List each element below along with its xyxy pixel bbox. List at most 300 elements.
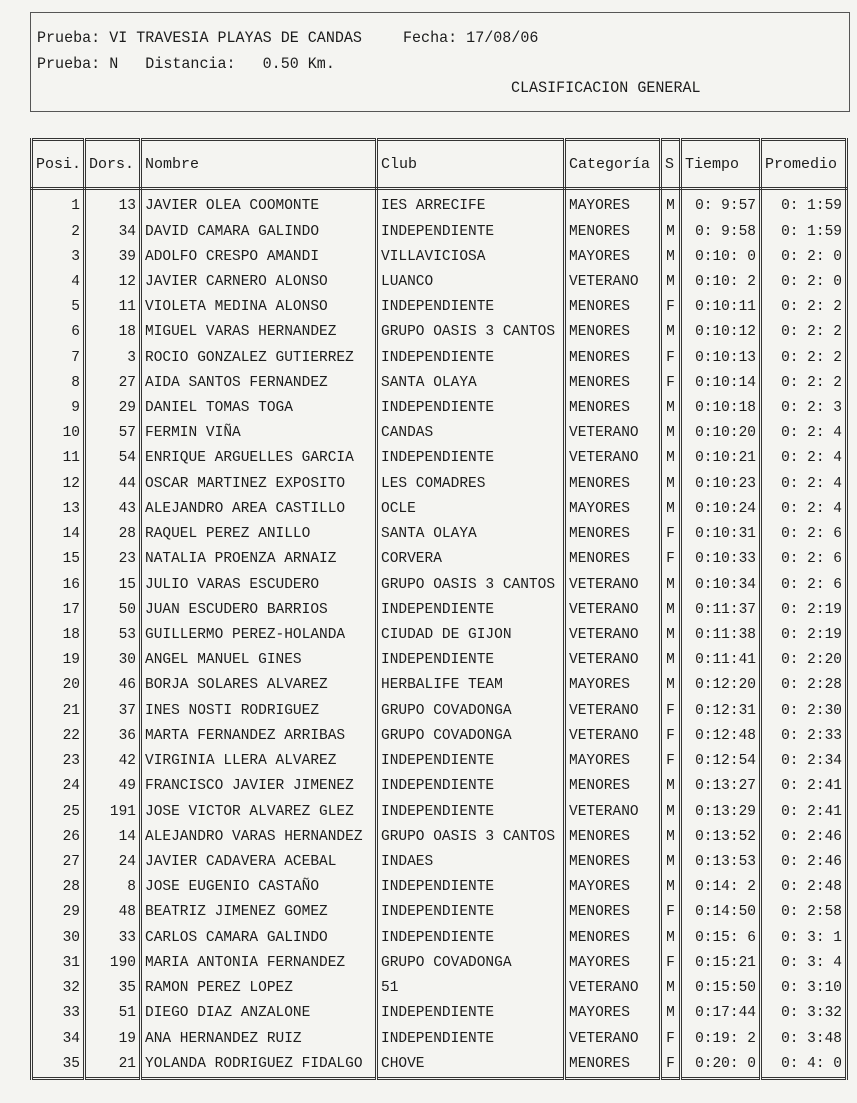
cell-posi: 5 — [32, 295, 85, 320]
cell-promedio: 0: 2: 2 — [761, 345, 847, 370]
cell-sexo: M — [661, 673, 681, 698]
cell-club: INDEPENDIENTE — [377, 295, 565, 320]
cell-promedio: 0: 3: 4 — [761, 951, 847, 976]
cell-posi: 17 — [32, 598, 85, 623]
cell-sexo: M — [661, 497, 681, 522]
cell-sexo: F — [661, 522, 681, 547]
cell-promedio: 0: 2: 4 — [761, 421, 847, 446]
cell-nombre: OSCAR MARTINEZ EXPOSITO — [141, 472, 377, 497]
cell-club: INDEPENDIENTE — [377, 1026, 565, 1051]
cell-sexo: M — [661, 623, 681, 648]
cell-sexo: F — [661, 749, 681, 774]
cell-promedio: 0: 2: 3 — [761, 396, 847, 421]
cell-club: INDEPENDIENTE — [377, 345, 565, 370]
cell-sexo: M — [661, 598, 681, 623]
cell-categoria: VETERANO — [565, 976, 661, 1001]
table-row — [32, 345, 847, 370]
cell-posi: 26 — [32, 825, 85, 850]
cell-categoria: MENORES — [565, 522, 661, 547]
cell-promedio: 0: 2:28 — [761, 673, 847, 698]
table-row — [32, 774, 847, 799]
table-row — [32, 421, 847, 446]
cell-categoria: MENORES — [565, 900, 661, 925]
cell-sexo: M — [661, 320, 681, 345]
cell-nombre: VIRGINIA LLERA ALVAREZ — [141, 749, 377, 774]
cell-sexo: M — [661, 396, 681, 421]
cell-dors: 190 — [85, 951, 141, 976]
cell-dors: 24 — [85, 850, 141, 875]
cell-dors: 27 — [85, 371, 141, 396]
table-row — [32, 245, 847, 270]
cell-categoria: MENORES — [565, 320, 661, 345]
cell-club: GRUPO OASIS 3 CANTOS — [377, 320, 565, 345]
cell-sexo: F — [661, 1052, 681, 1079]
cell-dors: 42 — [85, 749, 141, 774]
cell-posi: 9 — [32, 396, 85, 421]
cell-posi: 6 — [32, 320, 85, 345]
cell-club: CORVERA — [377, 547, 565, 572]
cell-categoria: MENORES — [565, 396, 661, 421]
table-row — [32, 825, 847, 850]
cell-nombre: JOSE EUGENIO CASTAÑO — [141, 875, 377, 900]
table-row — [32, 472, 847, 497]
cell-nombre: ANGEL MANUEL GINES — [141, 648, 377, 673]
cell-club: LUANCO — [377, 270, 565, 295]
cell-promedio: 0: 1:59 — [761, 219, 847, 244]
cell-club: INDEPENDIENTE — [377, 1001, 565, 1026]
col-categoria: Categoría — [565, 140, 661, 189]
table-row — [32, 799, 847, 824]
cell-posi: 12 — [32, 472, 85, 497]
cell-club: SANTA OLAYA — [377, 522, 565, 547]
cell-dors: 14 — [85, 825, 141, 850]
cell-nombre: FRANCISCO JAVIER JIMENEZ — [141, 774, 377, 799]
cell-categoria: MAYORES — [565, 673, 661, 698]
cell-posi: 2 — [32, 219, 85, 244]
cell-tiempo: 0: 9:58 — [681, 219, 761, 244]
cell-categoria: MAYORES — [565, 749, 661, 774]
cell-club: 51 — [377, 976, 565, 1001]
cell-tiempo: 0:10:12 — [681, 320, 761, 345]
cell-categoria: MAYORES — [565, 189, 661, 220]
cell-club: INDEPENDIENTE — [377, 396, 565, 421]
cell-dors: 51 — [85, 1001, 141, 1026]
cell-nombre: VIOLETA MEDINA ALONSO — [141, 295, 377, 320]
cell-nombre: INES NOSTI RODRIGUEZ — [141, 698, 377, 723]
cell-dors: 29 — [85, 396, 141, 421]
cell-nombre: RAMON PEREZ LOPEZ — [141, 976, 377, 1001]
cell-nombre: NATALIA PROENZA ARNAIZ — [141, 547, 377, 572]
cell-tiempo: 0:12:20 — [681, 673, 761, 698]
cell-sexo: M — [661, 774, 681, 799]
table-row — [32, 1001, 847, 1026]
cell-nombre: JAVIER OLEA COOMONTE — [141, 189, 377, 220]
cell-promedio: 0: 2:19 — [761, 623, 847, 648]
cell-posi: 24 — [32, 774, 85, 799]
col-sexo: S — [661, 140, 681, 189]
header-row — [32, 140, 847, 189]
cell-promedio: 0: 2: 0 — [761, 245, 847, 270]
cell-tiempo: 0:14: 2 — [681, 875, 761, 900]
cell-tiempo: 0:10:20 — [681, 421, 761, 446]
cell-tiempo: 0:10:34 — [681, 572, 761, 597]
table-row — [32, 976, 847, 1001]
cell-tiempo: 0:15:21 — [681, 951, 761, 976]
cell-promedio: 0: 3:48 — [761, 1026, 847, 1051]
cell-dors: 33 — [85, 925, 141, 950]
cell-sexo: F — [661, 900, 681, 925]
cell-nombre: JAVIER CARNERO ALONSO — [141, 270, 377, 295]
cell-dors: 3 — [85, 345, 141, 370]
cell-nombre: DIEGO DIAZ ANZALONE — [141, 1001, 377, 1026]
event-date: Fecha: 17/08/06 — [403, 29, 539, 47]
classification-title: CLASIFICACION GENERAL — [511, 79, 701, 97]
cell-tiempo: 0:10:18 — [681, 396, 761, 421]
cell-tiempo: 0:15:50 — [681, 976, 761, 1001]
cell-posi: 7 — [32, 345, 85, 370]
cell-promedio: 0: 2:34 — [761, 749, 847, 774]
table-row — [32, 951, 847, 976]
cell-categoria: MAYORES — [565, 1001, 661, 1026]
cell-tiempo: 0:10:13 — [681, 345, 761, 370]
cell-club: INDEPENDIENTE — [377, 875, 565, 900]
cell-promedio: 0: 2: 6 — [761, 547, 847, 572]
cell-nombre: JAVIER CADAVERA ACEBAL — [141, 850, 377, 875]
cell-dors: 28 — [85, 522, 141, 547]
cell-sexo: M — [661, 648, 681, 673]
cell-sexo: M — [661, 875, 681, 900]
cell-nombre: BORJA SOLARES ALVAREZ — [141, 673, 377, 698]
cell-dors: 15 — [85, 572, 141, 597]
table-row — [32, 371, 847, 396]
cell-promedio: 0: 2:33 — [761, 724, 847, 749]
cell-tiempo: 0:10:24 — [681, 497, 761, 522]
event-title: Prueba: VI TRAVESIA PLAYAS DE CANDAS — [37, 29, 362, 47]
cell-promedio: 0: 2:41 — [761, 774, 847, 799]
cell-club: INDEPENDIENTE — [377, 799, 565, 824]
cell-categoria: VETERANO — [565, 648, 661, 673]
table-row — [32, 698, 847, 723]
cell-promedio: 0: 4: 0 — [761, 1052, 847, 1079]
cell-nombre: ALEJANDRO VARAS HERNANDEZ — [141, 825, 377, 850]
cell-nombre: ALEJANDRO AREA CASTILLO — [141, 497, 377, 522]
cell-tiempo: 0:19: 2 — [681, 1026, 761, 1051]
cell-promedio: 0: 2: 4 — [761, 497, 847, 522]
cell-tiempo: 0:12:48 — [681, 724, 761, 749]
cell-promedio: 0: 2: 0 — [761, 270, 847, 295]
table-row — [32, 320, 847, 345]
cell-sexo: M — [661, 189, 681, 220]
cell-promedio: 0: 2: 4 — [761, 446, 847, 471]
cell-club: GRUPO COVADONGA — [377, 951, 565, 976]
cell-club: INDEPENDIENTE — [377, 446, 565, 471]
cell-categoria: MAYORES — [565, 875, 661, 900]
cell-posi: 20 — [32, 673, 85, 698]
cell-promedio: 0: 2:46 — [761, 825, 847, 850]
cell-tiempo: 0:17:44 — [681, 1001, 761, 1026]
cell-categoria: VETERANO — [565, 799, 661, 824]
cell-tiempo: 0:10:21 — [681, 446, 761, 471]
cell-club: IES ARRECIFE — [377, 189, 565, 220]
cell-posi: 30 — [32, 925, 85, 950]
cell-dors: 54 — [85, 446, 141, 471]
table-row — [32, 749, 847, 774]
cell-dors: 53 — [85, 623, 141, 648]
cell-promedio: 0: 2: 4 — [761, 472, 847, 497]
cell-tiempo: 0:12:54 — [681, 749, 761, 774]
cell-sexo: F — [661, 1026, 681, 1051]
cell-dors: 35 — [85, 976, 141, 1001]
cell-tiempo: 0:13:53 — [681, 850, 761, 875]
cell-posi: 21 — [32, 698, 85, 723]
table-row — [32, 446, 847, 471]
cell-club: INDEPENDIENTE — [377, 774, 565, 799]
cell-dors: 46 — [85, 673, 141, 698]
cell-promedio: 0: 2:46 — [761, 850, 847, 875]
cell-posi: 13 — [32, 497, 85, 522]
cell-promedio: 0: 2: 6 — [761, 572, 847, 597]
cell-dors: 48 — [85, 900, 141, 925]
cell-tiempo: 0:10:23 — [681, 472, 761, 497]
cell-posi: 10 — [32, 421, 85, 446]
cell-dors: 8 — [85, 875, 141, 900]
table-row — [32, 673, 847, 698]
cell-tiempo: 0:10: 0 — [681, 245, 761, 270]
cell-promedio: 0: 2:30 — [761, 698, 847, 723]
cell-categoria: MENORES — [565, 219, 661, 244]
cell-tiempo: 0: 9:57 — [681, 189, 761, 220]
table-row — [32, 598, 847, 623]
table-row — [32, 189, 847, 220]
cell-sexo: M — [661, 219, 681, 244]
cell-club: INDEPENDIENTE — [377, 900, 565, 925]
cell-club: INDEPENDIENTE — [377, 925, 565, 950]
cell-sexo: F — [661, 547, 681, 572]
cell-categoria: MAYORES — [565, 951, 661, 976]
cell-categoria: MENORES — [565, 295, 661, 320]
cell-posi: 35 — [32, 1052, 85, 1079]
cell-sexo: M — [661, 270, 681, 295]
cell-sexo: F — [661, 345, 681, 370]
cell-posi: 1 — [32, 189, 85, 220]
cell-posi: 11 — [32, 446, 85, 471]
col-tiempo: Tiempo — [681, 140, 761, 189]
cell-nombre: JUAN ESCUDERO BARRIOS — [141, 598, 377, 623]
cell-dors: 39 — [85, 245, 141, 270]
cell-nombre: ROCIO GONZALEZ GUTIERREZ — [141, 345, 377, 370]
cell-categoria: MENORES — [565, 774, 661, 799]
cell-dors: 34 — [85, 219, 141, 244]
cell-tiempo: 0:13:27 — [681, 774, 761, 799]
cell-tiempo: 0:11:41 — [681, 648, 761, 673]
cell-tiempo: 0:13:52 — [681, 825, 761, 850]
cell-sexo: M — [661, 976, 681, 1001]
cell-club: VILLAVICIOSA — [377, 245, 565, 270]
cell-categoria: MENORES — [565, 925, 661, 950]
cell-promedio: 0: 2:58 — [761, 900, 847, 925]
table-row — [32, 1026, 847, 1051]
cell-nombre: ANA HERNANDEZ RUIZ — [141, 1026, 377, 1051]
cell-club: GRUPO OASIS 3 CANTOS — [377, 572, 565, 597]
cell-dors: 18 — [85, 320, 141, 345]
cell-posi: 31 — [32, 951, 85, 976]
cell-sexo: M — [661, 572, 681, 597]
cell-tiempo: 0:10:11 — [681, 295, 761, 320]
cell-nombre: MARIA ANTONIA FERNANDEZ — [141, 951, 377, 976]
cell-nombre: CARLOS CAMARA GALINDO — [141, 925, 377, 950]
table-row — [32, 925, 847, 950]
cell-nombre: FERMIN VIÑA — [141, 421, 377, 446]
cell-sexo: F — [661, 951, 681, 976]
cell-sexo: F — [661, 724, 681, 749]
cell-posi: 19 — [32, 648, 85, 673]
table-row — [32, 1052, 847, 1079]
cell-categoria: MENORES — [565, 850, 661, 875]
cell-dors: 191 — [85, 799, 141, 824]
cell-tiempo: 0:11:38 — [681, 623, 761, 648]
cell-sexo: M — [661, 850, 681, 875]
cell-posi: 27 — [32, 850, 85, 875]
cell-sexo: M — [661, 421, 681, 446]
cell-nombre: BEATRIZ JIMENEZ GOMEZ — [141, 900, 377, 925]
cell-posi: 18 — [32, 623, 85, 648]
cell-nombre: JOSE VICTOR ALVAREZ GLEZ — [141, 799, 377, 824]
cell-categoria: VETERANO — [565, 1026, 661, 1051]
cell-sexo: F — [661, 371, 681, 396]
cell-dors: 37 — [85, 698, 141, 723]
cell-sexo: F — [661, 698, 681, 723]
cell-nombre: RAQUEL PEREZ ANILLO — [141, 522, 377, 547]
cell-tiempo: 0:14:50 — [681, 900, 761, 925]
table-row — [32, 219, 847, 244]
cell-categoria: MENORES — [565, 825, 661, 850]
cell-categoria: VETERANO — [565, 572, 661, 597]
cell-nombre: DANIEL TOMAS TOGA — [141, 396, 377, 421]
cell-nombre: ENRIQUE ARGUELLES GARCIA — [141, 446, 377, 471]
cell-sexo: M — [661, 472, 681, 497]
cell-nombre: MIGUEL VARAS HERNANDEZ — [141, 320, 377, 345]
table-row — [32, 648, 847, 673]
cell-club: INDEPENDIENTE — [377, 219, 565, 244]
cell-club: SANTA OLAYA — [377, 371, 565, 396]
cell-club: INDEPENDIENTE — [377, 648, 565, 673]
cell-nombre: GUILLERMO PEREZ-HOLANDA — [141, 623, 377, 648]
cell-posi: 15 — [32, 547, 85, 572]
table-row — [32, 522, 847, 547]
cell-club: HERBALIFE TEAM — [377, 673, 565, 698]
cell-categoria: VETERANO — [565, 270, 661, 295]
table-row — [32, 396, 847, 421]
cell-posi: 33 — [32, 1001, 85, 1026]
cell-club: GRUPO OASIS 3 CANTOS — [377, 825, 565, 850]
cell-categoria: VETERANO — [565, 698, 661, 723]
cell-tiempo: 0:12:31 — [681, 698, 761, 723]
cell-promedio: 0: 2: 2 — [761, 371, 847, 396]
cell-categoria: VETERANO — [565, 598, 661, 623]
cell-promedio: 0: 2:48 — [761, 875, 847, 900]
cell-categoria: MENORES — [565, 1052, 661, 1079]
cell-promedio: 0: 2:19 — [761, 598, 847, 623]
cell-promedio: 0: 3: 1 — [761, 925, 847, 950]
cell-club: LES COMADRES — [377, 472, 565, 497]
cell-club: CHOVE — [377, 1052, 565, 1079]
cell-sexo: M — [661, 925, 681, 950]
cell-sexo: M — [661, 446, 681, 471]
table-row — [32, 850, 847, 875]
cell-nombre: DAVID CAMARA GALINDO — [141, 219, 377, 244]
cell-dors: 21 — [85, 1052, 141, 1079]
col-promedio: Promedio — [761, 140, 847, 189]
cell-posi: 4 — [32, 270, 85, 295]
cell-categoria: MENORES — [565, 472, 661, 497]
col-posi: Posi. — [32, 140, 85, 189]
table-row — [32, 900, 847, 925]
cell-club: INDAES — [377, 850, 565, 875]
cell-categoria: MENORES — [565, 547, 661, 572]
cell-promedio: 0: 2: 2 — [761, 295, 847, 320]
cell-club: GRUPO COVADONGA — [377, 724, 565, 749]
table-row — [32, 724, 847, 749]
cell-nombre: YOLANDA RODRIGUEZ FIDALGO — [141, 1052, 377, 1079]
results-table — [30, 138, 848, 1080]
cell-tiempo: 0:10:31 — [681, 522, 761, 547]
cell-dors: 23 — [85, 547, 141, 572]
cell-dors: 12 — [85, 270, 141, 295]
cell-sexo: M — [661, 825, 681, 850]
cell-tiempo: 0:10:33 — [681, 547, 761, 572]
cell-tiempo: 0:20: 0 — [681, 1052, 761, 1079]
cell-nombre: ADOLFO CRESPO AMANDI — [141, 245, 377, 270]
cell-posi: 14 — [32, 522, 85, 547]
cell-dors: 43 — [85, 497, 141, 522]
cell-sexo: M — [661, 245, 681, 270]
cell-categoria: MAYORES — [565, 245, 661, 270]
cell-dors: 30 — [85, 648, 141, 673]
table-row — [32, 572, 847, 597]
cell-club: OCLE — [377, 497, 565, 522]
cell-tiempo: 0:13:29 — [681, 799, 761, 824]
cell-dors: 13 — [85, 189, 141, 220]
col-club: Club — [377, 140, 565, 189]
cell-nombre: AIDA SANTOS FERNANDEZ — [141, 371, 377, 396]
cell-promedio: 0: 2: 2 — [761, 320, 847, 345]
cell-posi: 8 — [32, 371, 85, 396]
cell-promedio: 0: 3:10 — [761, 976, 847, 1001]
table-row — [32, 623, 847, 648]
cell-club: INDEPENDIENTE — [377, 749, 565, 774]
cell-categoria: VETERANO — [565, 446, 661, 471]
cell-posi: 29 — [32, 900, 85, 925]
cell-promedio: 0: 1:59 — [761, 189, 847, 220]
col-dors: Dors. — [85, 140, 141, 189]
cell-categoria: MAYORES — [565, 497, 661, 522]
cell-posi: 32 — [32, 976, 85, 1001]
cell-promedio: 0: 3:32 — [761, 1001, 847, 1026]
cell-posi: 22 — [32, 724, 85, 749]
cell-posi: 28 — [32, 875, 85, 900]
cell-sexo: M — [661, 799, 681, 824]
cell-tiempo: 0:10: 2 — [681, 270, 761, 295]
event-distance: Prueba: N Distancia: 0.50 Km. — [37, 55, 335, 73]
cell-tiempo: 0:15: 6 — [681, 925, 761, 950]
cell-posi: 25 — [32, 799, 85, 824]
cell-posi: 3 — [32, 245, 85, 270]
cell-sexo: F — [661, 295, 681, 320]
cell-nombre: MARTA FERNANDEZ ARRIBAS — [141, 724, 377, 749]
cell-dors: 36 — [85, 724, 141, 749]
header-box — [30, 12, 850, 112]
cell-dors: 19 — [85, 1026, 141, 1051]
